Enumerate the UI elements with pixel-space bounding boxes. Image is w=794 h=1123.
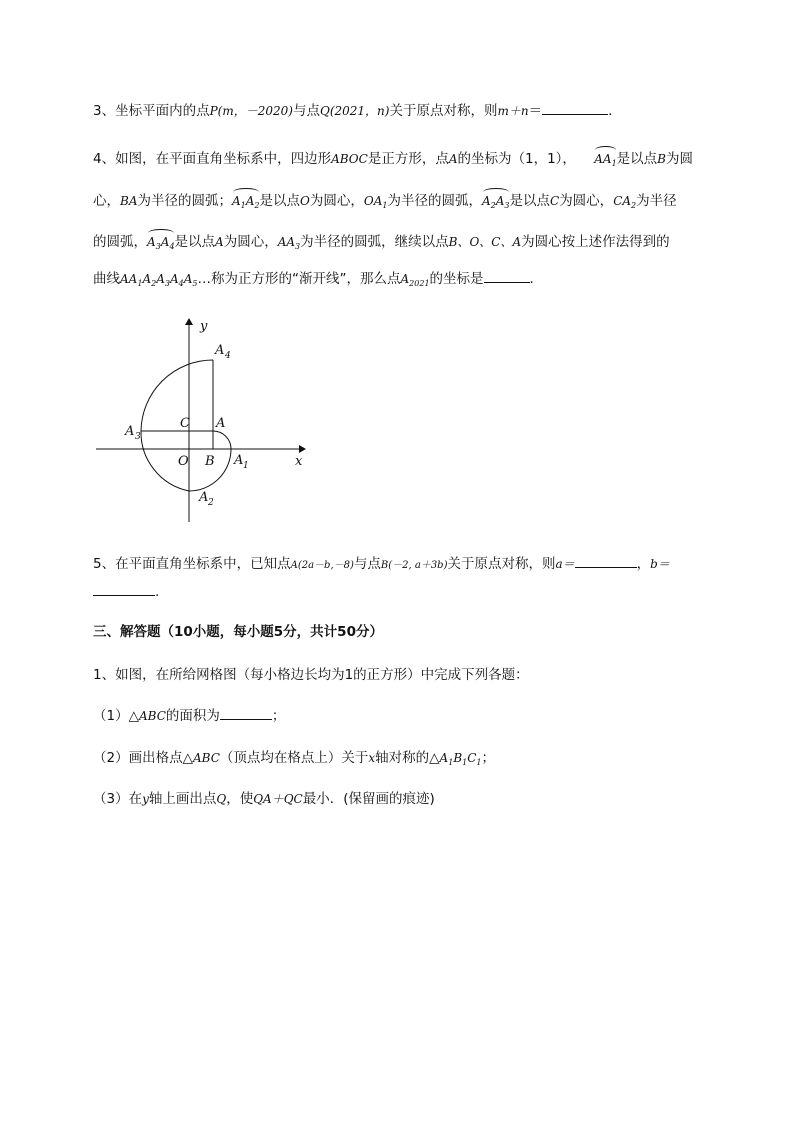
p1-letter: B [453,751,463,765]
q4-point-a2021: A [400,272,410,286]
involute-figure [92,312,322,527]
label-o: O [178,454,189,469]
p1-text: 最小．(保留画的痕迹) [302,791,435,807]
problem-1-part-2 [93,749,495,772]
q4-text: 为半径的圆弧，继续以点 [300,234,449,250]
q5-a-equals: a＝ [555,557,575,571]
q4-point-a: A [448,152,458,166]
p1-text: （3）在 [93,791,143,807]
q5-b-equals: b＝ [650,557,670,571]
question-4-line-2 [93,192,677,215]
arc-sub: 1 [240,201,246,210]
q5-period: . [155,584,160,600]
q4-text: 曲线 [93,271,120,287]
p1-point-q: Q [216,792,227,806]
label-a4: A [215,343,225,358]
q4-text: …称为正方形的“渐开线”，那么点 [197,271,401,287]
sub: 2021 [409,279,430,288]
arc-sub: 2 [254,201,260,210]
arc-a-a1 [213,431,231,449]
q5-mid: 与点 [353,556,381,572]
p1-x-axis: x [368,751,376,765]
q5-a-blank[interactable] [575,555,637,568]
q4-text: 为圆心按上述作法得到的 [521,234,670,250]
question-4-line-3 [93,233,670,256]
q4-point-o: O [300,194,310,208]
p1-expression: QA＋QC [253,792,303,806]
q4-arc-a1a2 [232,192,260,215]
arc-letter: A [245,194,255,208]
q3-equals: ＝ [528,103,543,119]
q4-text: 是以点 [174,234,216,250]
q4-segment-ca2: CA [613,194,632,208]
p1-text: 轴对称的△ [375,750,440,766]
sub: 5 [192,279,198,288]
q4-text: 为圆心， [559,193,614,209]
q4-centers: B、O、C、A [448,235,522,249]
problem-1-intro: 1、如图，在所给网格图（每小格边长均为1的正方形）中完成下列各题： [93,667,529,683]
sub: 3 [164,279,170,288]
q4-period: . [529,271,534,287]
p1-letter: C [467,751,477,765]
q4-text: 为半径的圆弧， [387,193,482,209]
curve-letter: A [183,272,193,286]
label-b: B [205,454,215,469]
q4-arc-aa1 [594,150,616,173]
q4-square-name: ABOC [331,152,368,166]
q4-text: 为圆 [666,151,693,167]
x-axis-label: x [295,454,303,469]
q4-text: 是正方形，点 [367,151,449,167]
q4-text: 的坐标为（1，1）， [457,151,576,167]
sub: 4 [178,279,184,288]
p1-text: 轴上画出点 [148,791,217,807]
q4-text: 的圆弧， [93,234,147,250]
arc-letter: A [495,194,505,208]
sub: 1 [448,758,454,767]
arc-sub: 2 [490,201,496,210]
q4-point-c: C [550,194,560,208]
q5-point-b: B(－2, a＋3b) [380,560,448,571]
p1-area-blank[interactable] [220,707,272,720]
arc-letter: A [481,194,491,208]
q4-text: 是以点 [616,151,658,167]
q4-text: 是以点 [259,193,301,209]
label-a1-sub: 1 [243,461,249,471]
q4-text: 的坐标是 [429,271,484,287]
question-3 [93,102,612,120]
q4-segment-aa3: AA [277,235,296,249]
p1-text: 的面积为 [165,708,220,724]
curve-letter: A [142,272,152,286]
problem-1-part-1 [93,707,285,725]
p1-triangle-abc: ABC [192,751,220,765]
label-a3: A [125,424,135,439]
label-a4-sub: 4 [225,351,231,361]
p1-text: ； [481,750,496,766]
arc-letter: A [231,194,241,208]
q3-prefix: 3、坐标平面内的点 [93,103,210,119]
section-3-heading: 三、解答题（10小题，每小题5分，共计50分） [93,624,383,640]
q5-comma: ， [636,556,651,572]
q3-suffix: 关于原点对称，则 [389,103,498,119]
q4-text: 为半径的圆弧； [137,193,232,209]
q4-text: 4、如图，在平面直角坐标系中，四边形 [93,151,332,167]
sub: 1 [476,758,482,767]
q5-point-a: A(2a－b,－8) [290,560,354,571]
q4-text: 为圆心， [223,234,278,250]
q5-prefix: 5、在平面直角坐标系中，已知点 [93,556,291,572]
question-4-line-1 [93,150,693,173]
p1-text: （1）△ [93,708,139,724]
q4-point-a: A [215,235,224,249]
p1-text: ，使 [226,791,254,807]
arc-sub: 4 [169,242,175,251]
q4-arc-a2a3 [482,192,510,215]
q3-mid: 与点 [292,103,320,119]
label-a1: A [234,453,244,468]
q5-suffix: 关于原点对称，则 [447,556,556,572]
q3-q-coords: (2021，n) [329,104,390,118]
q4-text: 是以点 [509,193,550,209]
q4-segment-oa1: OA [363,194,383,208]
question-5-line-2 [93,583,159,601]
arc-a3-a4 [141,360,213,431]
q4-text: 心， [93,193,120,209]
label-c: C [180,416,190,431]
label-a2: A [199,490,209,505]
q4-text: 为半径 [636,193,677,209]
q4-curve: AA [120,272,138,286]
p1-text: ； [271,708,286,724]
sub: 1 [462,758,468,767]
q3-point-q: Q [319,104,330,118]
q3-period: . [608,103,613,119]
q4-segment-ba: BA [120,194,138,208]
q3-point-p: P [209,104,218,118]
arc-sub: 3 [504,201,510,210]
arc-letter: A [147,235,156,249]
q4-answer-blank[interactable] [484,270,530,283]
arc-sub: 1 [611,159,617,168]
label-a2-sub: 2 [208,498,214,508]
p1-text: （顶点均在格点上）关于 [219,750,369,766]
p1-y-axis: y [142,792,149,806]
sub: 1 [137,279,143,288]
arc-letters: AA [594,152,612,166]
q5-b-blank[interactable] [93,583,155,596]
label-a3-sub: 3 [135,432,141,442]
sub: 3 [295,242,301,251]
q3-p-coords: (m，－2020) [217,104,293,118]
q3-expression: m＋n [497,104,529,118]
question-4-line-4 [93,270,534,293]
label-a: A [216,416,226,431]
q4-arc-a3a4 [147,233,175,256]
sub: 2 [151,279,157,288]
q4-text: 为圆心， [309,193,364,209]
p1-triangle-abc: ABC [138,709,166,723]
q4-point-b: B [657,152,666,166]
curve-letter: A [169,272,179,286]
p1-text: （2）画出格点△ [93,750,193,766]
y-axis-label: y [200,319,208,334]
arc-letter: A [160,235,170,249]
sub: 2 [631,201,637,210]
p1-letter: A [439,751,449,765]
problem-1-part-3 [93,790,435,808]
sub: 1 [382,201,388,210]
q3-answer-blank[interactable] [542,102,608,115]
question-5-line-1 [93,555,670,575]
curve-letter: A [156,272,165,286]
arc-sub: 3 [155,242,161,251]
